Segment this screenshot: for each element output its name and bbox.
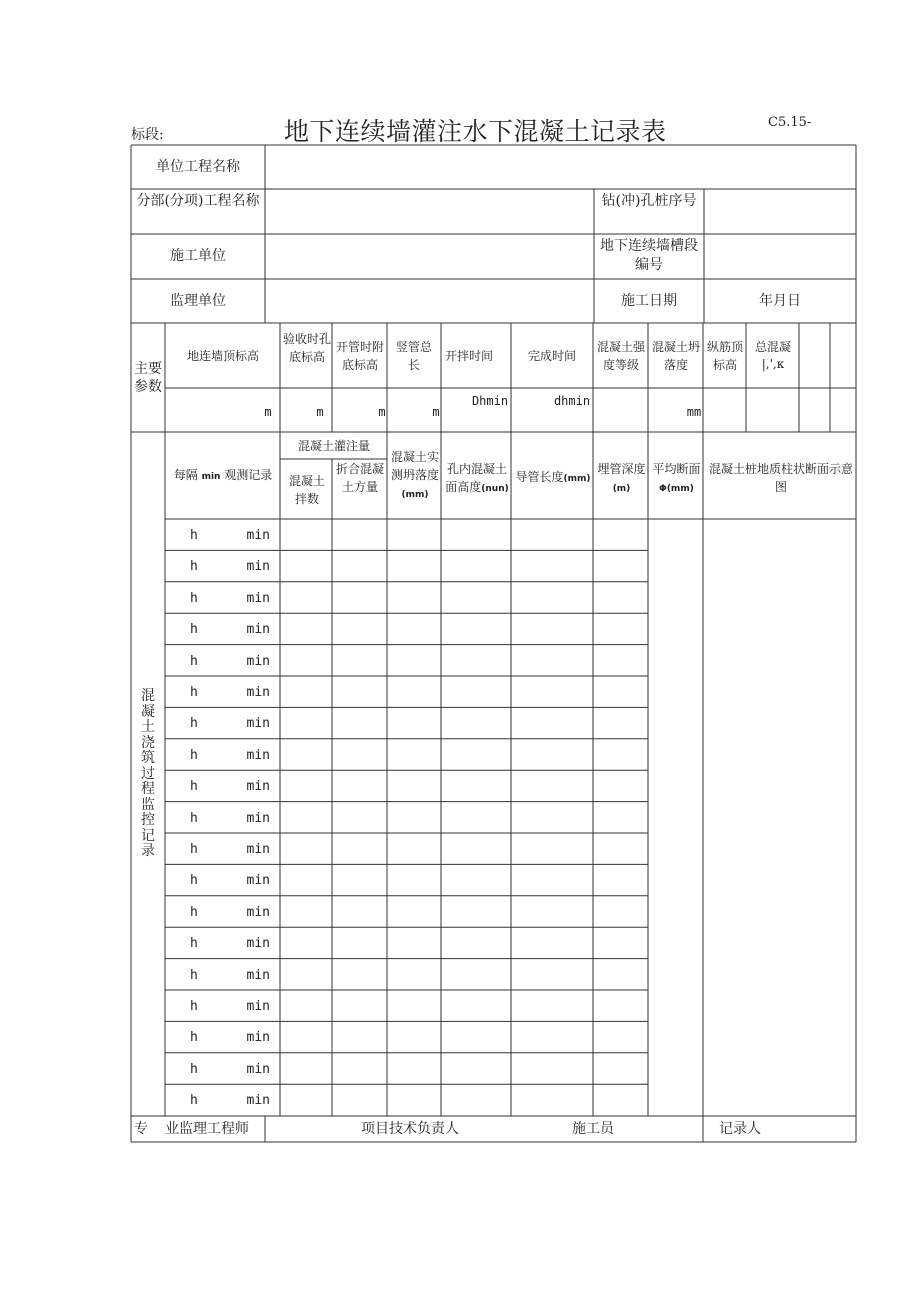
minute-label: min	[246, 528, 270, 543]
process-section-label: 混凝土浇筑过程监控记录	[141, 688, 155, 859]
hour-label: h	[190, 1030, 198, 1046]
interval-header: 每隔 min 观测记录	[173, 468, 273, 482]
footer-specialist: 专	[134, 1121, 148, 1137]
form-code: C5.15-	[768, 115, 812, 130]
level-header: 孔内混凝土面高度(nun)	[445, 462, 509, 494]
table-row	[166, 865, 280, 896]
param-header: 总混凝	[754, 340, 791, 354]
param-header: 地连墙顶标高	[186, 349, 259, 363]
hour-label: h	[190, 559, 198, 575]
mix-count-header: 混凝土拌数	[288, 474, 325, 506]
footer-constructor: 施工员	[572, 1121, 614, 1137]
table-row	[166, 960, 280, 991]
minute-label: min	[246, 653, 270, 669]
table-row	[166, 740, 280, 771]
table-row	[166, 928, 280, 959]
table-row	[166, 834, 280, 865]
embed-depth-header: 埋管深度 (m)	[597, 462, 646, 494]
table-row	[166, 646, 280, 677]
hour-label: h	[190, 622, 198, 638]
hour-label: h	[190, 716, 198, 732]
param-header: 混凝土坍落度	[651, 340, 700, 372]
param-unit: m	[316, 405, 324, 419]
table-row	[166, 991, 280, 1022]
diagram-header: 混凝土桩地质柱状断面示意图	[708, 462, 853, 494]
minute-label: min	[246, 936, 270, 952]
minute-label: min	[246, 590, 270, 606]
table-row	[166, 1022, 280, 1053]
minute-label: min	[246, 1030, 270, 1046]
footer-recorder: 记录人	[719, 1121, 761, 1137]
unit-project-label: 单位工程名称	[156, 159, 240, 175]
table-row	[166, 551, 280, 582]
param-header: 混凝土强度等级	[596, 340, 645, 372]
minute-label: min	[246, 685, 270, 700]
hour-label: h	[190, 1093, 198, 1109]
param-header: 开管时附底标高	[335, 340, 384, 372]
hour-label: h	[190, 747, 198, 763]
page-title: 地下连续墙灌注水下混凝土记录表	[284, 117, 667, 146]
hour-label: h	[190, 967, 198, 983]
pour-group-header: 混凝土灌注量	[297, 439, 370, 453]
pipe-length-header: 导管长度(mm)	[515, 470, 591, 484]
sub-project-label: 分部(分项)工程名称	[136, 193, 260, 209]
param-unit: m	[432, 405, 440, 419]
param-header: 竖管总长	[395, 340, 432, 372]
hour-label: h	[190, 936, 198, 952]
table-row	[166, 677, 280, 708]
param-unit: m	[378, 405, 386, 419]
param-unit: m	[264, 405, 272, 419]
minute-label: min	[246, 810, 270, 826]
minute-label: min	[246, 842, 270, 857]
minute-label: min	[246, 779, 270, 795]
hour-label: h	[190, 810, 198, 826]
params-section-label: 主要参数	[134, 361, 162, 396]
minute-label: min	[246, 559, 270, 575]
hour-label: h	[190, 653, 198, 669]
table-row	[166, 520, 280, 551]
footer-engineer: 业监理工程师	[165, 1121, 249, 1137]
table-row	[166, 897, 280, 928]
hour-label: h	[190, 904, 198, 920]
table-row	[166, 614, 280, 645]
param-header: |,',κ	[761, 357, 785, 371]
minute-label: min	[246, 622, 270, 638]
supervisor-label: 监理单位	[170, 293, 226, 309]
volume-header: 折合混凝土方量	[335, 462, 384, 494]
table-row	[166, 583, 280, 614]
date-label: 施工日期	[621, 293, 677, 309]
param-header: 完成时间	[527, 349, 576, 363]
avg-section-header: 平均断面 Φ(mm)	[652, 462, 701, 494]
hour-label: h	[190, 528, 198, 543]
param-unit: mm	[686, 405, 702, 419]
param-header: 开拌时间	[444, 349, 493, 363]
minute-label: min	[246, 873, 270, 889]
date-value: 年月日	[759, 293, 801, 309]
minute-label: min	[246, 904, 270, 920]
minute-label: min	[246, 716, 270, 732]
minute-label: min	[246, 747, 270, 763]
contractor-label: 施工单位	[170, 248, 226, 264]
hour-label: h	[190, 685, 198, 700]
trench-no-label: 地下连续墙槽段编号	[600, 238, 698, 273]
table-row	[166, 771, 280, 802]
section-label: 标段:	[131, 127, 164, 143]
minute-label: min	[246, 1061, 270, 1077]
minute-label: min	[246, 999, 270, 1014]
param-header: 纵筋顶标高	[706, 340, 743, 372]
hour-label: h	[190, 1061, 198, 1077]
hour-label: h	[190, 779, 198, 795]
hour-label: h	[190, 999, 198, 1014]
table-row	[166, 708, 280, 739]
hour-label: h	[190, 873, 198, 889]
pile-no-label: 钻(冲)孔桩序号	[601, 193, 697, 209]
minute-label: min	[246, 967, 270, 983]
table-row	[166, 1054, 280, 1085]
slump-header: 混凝土实测坍落度 (mm)	[390, 450, 439, 500]
minute-label: min	[246, 1093, 270, 1109]
param-header: 验收时孔底标高	[282, 332, 331, 364]
hour-label: h	[190, 842, 198, 857]
param-unit: Dhmin	[471, 394, 509, 408]
table-row	[166, 803, 280, 834]
param-unit: dhmin	[553, 394, 591, 408]
hour-label: h	[190, 590, 198, 606]
table-row	[166, 1085, 280, 1116]
footer-tech-lead: 项目技术负责人	[361, 1121, 459, 1137]
